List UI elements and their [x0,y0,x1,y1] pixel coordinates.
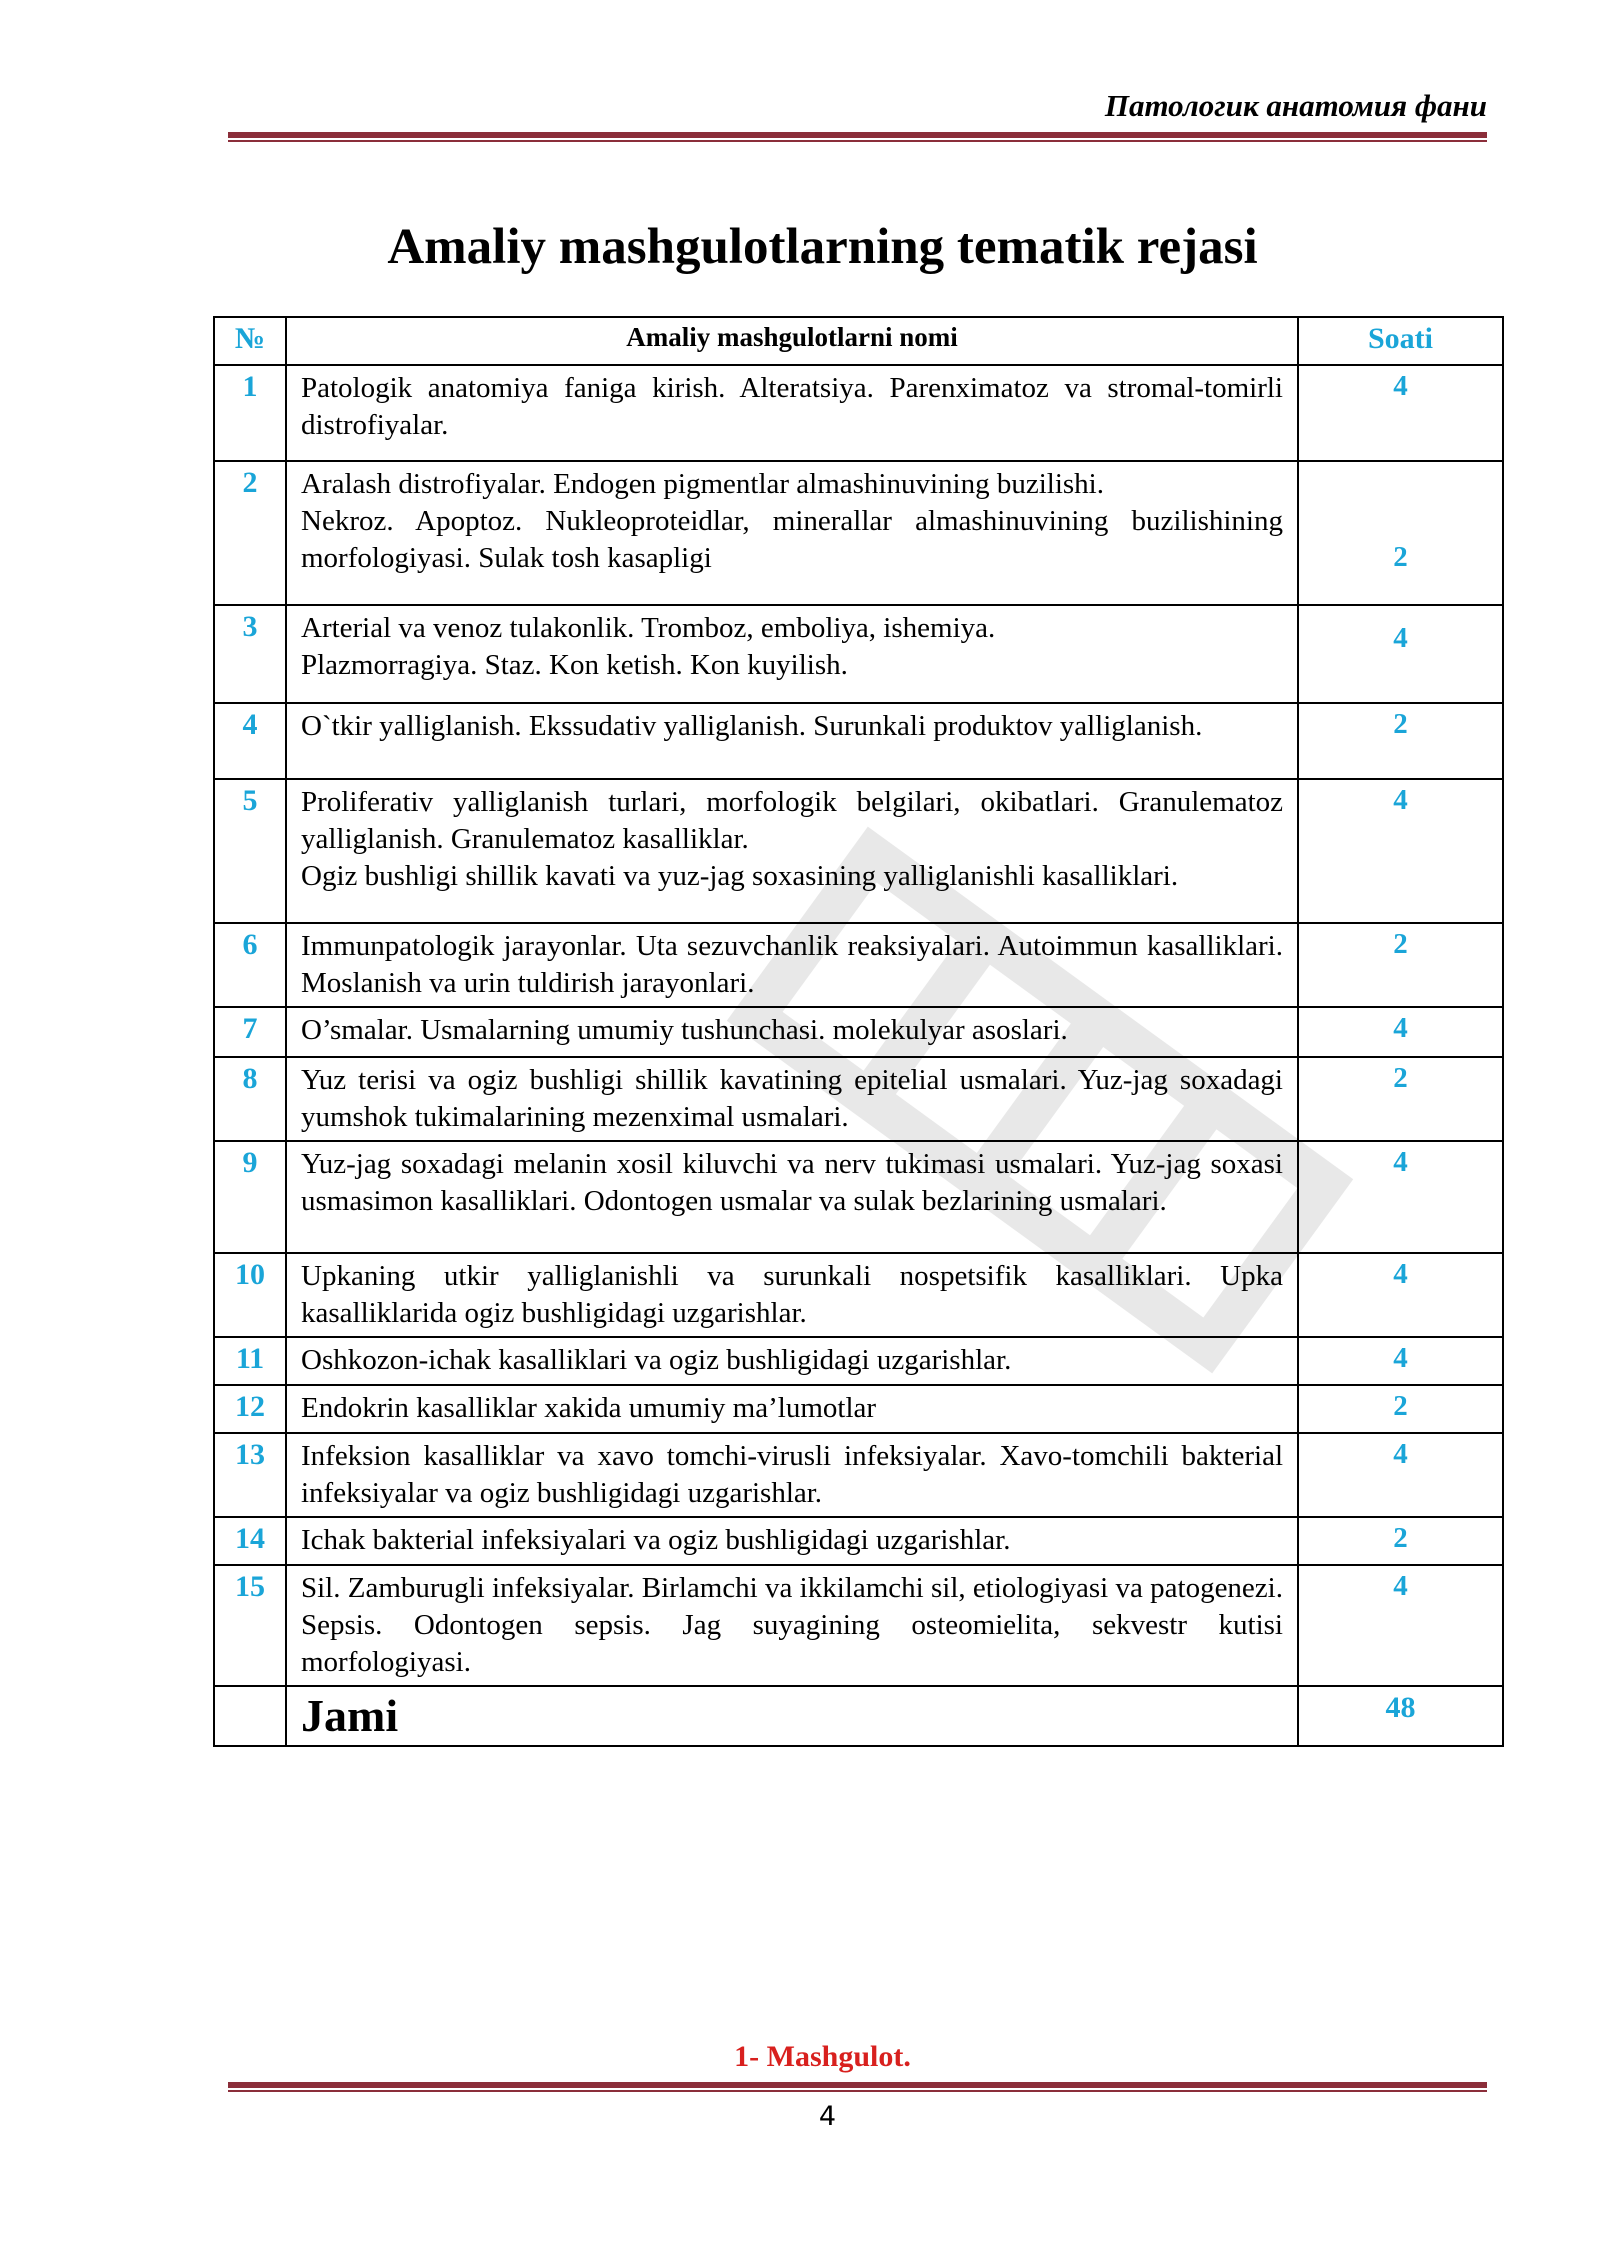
row-hours: 4 [1298,365,1503,461]
topic-line: O’smalar. Usmalarning umumiy tushunchasi. molekulyar asoslari. [301,1014,1068,1046]
topic-line: Arterial va venoz tulakonlik. Tromboz, emboliya, ishemiya. [301,612,996,644]
row-hours: 4 [1298,1253,1503,1337]
page-title [0,218,1600,276]
row-number: 13 [214,1433,286,1517]
total-hours: 48 [1298,1686,1503,1746]
row-topic [286,779,1298,923]
row-number: 3 [214,605,286,703]
total-empty-cell [214,1686,286,1746]
row-number: 5 [214,779,286,923]
running-header: Патологик анатомия фани [1104,88,1487,123]
table-row [214,1433,1503,1517]
topic-line: Sil. Zamburugli infeksiyalar. Birlamchi va ikkilamchi sil, etiologiyasi va patogenezi. Sepsis. Odontogen sepsis. Jag suyagining osteomielita, sekvestr kutisi morfologiyasi. [301,1572,1283,1678]
table-row [214,1385,1503,1433]
table-row [214,461,1503,605]
row-hours: 4 [1298,1433,1503,1517]
table-row [214,779,1503,923]
row-topic [286,1337,1298,1385]
table-row [214,1141,1503,1253]
next-lesson-label: 1- Mashgulot. [734,2040,911,2073]
row-number: 7 [214,1007,286,1057]
topic-line: Upkaning utkir yalliglanishli va surunkali nospetsifik kasalliklari. Upka kasalliklarida ogiz bushligidagi uzgarishlar. [301,1260,1283,1329]
row-hours: 4 [1298,605,1503,703]
row-topic [286,1565,1298,1686]
row-number: 8 [214,1057,286,1141]
row-number: 4 [214,703,286,779]
row-hours: 4 [1298,1337,1503,1385]
row-hours: 4 [1298,1007,1503,1057]
table-header-row [214,317,1503,365]
table-row [214,365,1503,461]
row-topic [286,1253,1298,1337]
table-row [214,1517,1503,1565]
lessons-table [213,316,1504,1747]
topic-line: Plazmorragiya. Staz. Kon ketish. Kon kuyilish. [301,649,848,681]
row-topic [286,1433,1298,1517]
total-label: Jami [286,1686,1298,1746]
row-hours: 4 [1298,1565,1503,1686]
topic-line: Endokrin kasalliklar xakida umumiy ma’lumotlar [301,1392,877,1424]
topic-line: Immunpatologik jarayonlar. Uta sezuvchanlik reaksiyalari. Autoimmun kasalliklari. Moslanish va urin tuldirish jarayonlari. [301,930,1283,999]
topic-line: Oshkozon-ichak kasalliklari va ogiz bushligidagi uzgarishlar. [301,1344,1012,1376]
row-number: 6 [214,923,286,1007]
footer-rule [228,2082,1487,2092]
table-body [214,365,1503,1686]
row-hours: 2 [1298,461,1503,605]
table-row [214,1565,1503,1686]
row-number: 15 [214,1565,286,1686]
row-topic [286,365,1298,461]
topic-line: Yuz-jag soxadagi melanin xosil kiluvchi va nerv tukimasi usmalari. Yuz-jag soxasi usmasimon kasalliklari. Odontogen usmalar va sulak bezlarining usmalari. [301,1148,1283,1217]
row-topic [286,1141,1298,1253]
row-topic [286,1057,1298,1141]
row-number: 11 [214,1337,286,1385]
row-hours: 4 [1298,779,1503,923]
topic-line: O`tkir yalliglanish. Ekssudativ yalliglanish. Surunkali produktov yalliglanish. [301,710,1203,742]
table-total-row [214,1686,1503,1746]
row-hours: 2 [1298,1057,1503,1141]
row-number: 2 [214,461,286,605]
row-topic [286,605,1298,703]
column-header-number: № [214,317,286,365]
topic-line: Proliferativ yalliglanish turlari, morfologik belgilari, okibatlari. Granulematoz yalliglanish. Granulematoz kasalliklar. [301,786,1283,855]
page-number: 4 [818,2101,837,2132]
topic-line: Infeksion kasalliklar va xavo tomchi-virusli infeksiyalar. Xavo-tomchili bakterial infeksiyalar va ogiz bushligidagi uzgarishlar. [301,1440,1283,1509]
row-topic [286,1007,1298,1057]
topic-line: Aralash distrofiyalar. Endogen pigmentlar almashinuvining buzilishi. [301,468,1104,500]
topic-line: Patologik anatomiya faniga kirish. Alteratsiya. Parenximatoz va stromal-tomirli distrofiyalar. [301,372,1283,441]
topic-line: Yuz terisi va ogiz bushligi shillik kavatining epitelial usmalari. Yuz-jag soxadagi yumshok tukimalarining mezenximal usmalari. [301,1064,1283,1133]
row-number: 1 [214,365,286,461]
row-topic [286,1385,1298,1433]
row-hours: 4 [1298,1141,1503,1253]
row-hours: 2 [1298,703,1503,779]
row-number: 14 [214,1517,286,1565]
row-topic [286,461,1298,605]
table-row [214,703,1503,779]
page-title-text: Amaliy mashgulotlarning tematik rejasi [387,219,1258,275]
table-row [214,1337,1503,1385]
row-hours: 2 [1298,1517,1503,1565]
table-row [214,1057,1503,1141]
row-hours: 2 [1298,923,1503,1007]
table-row [214,605,1503,703]
topic-line: Nekroz. Apoptoz. Nukleoproteidlar, minerallar almashinuvining buzilishining morfologiyasi. Sulak tosh kasapligi [301,505,1283,574]
row-hours: 2 [1298,1385,1503,1433]
topic-line: Ichak bakterial infeksiyalari va ogiz bushligidagi uzgarishlar. [301,1524,1011,1556]
column-header-hours: Soati [1298,317,1503,365]
row-number: 10 [214,1253,286,1337]
row-topic [286,703,1298,779]
header-rule [228,132,1487,142]
row-topic [286,1517,1298,1565]
row-topic [286,923,1298,1007]
row-number: 12 [214,1385,286,1433]
row-number: 9 [214,1141,286,1253]
topic-line: Ogiz bushligi shillik kavati va yuz-jag soxasining yalliglanishli kasalliklari. [301,860,1179,892]
table-row [214,1253,1503,1337]
column-header-name: Amaliy mashgulotlarni nomi [286,317,1298,365]
table-row [214,1007,1503,1057]
table-row [214,923,1503,1007]
